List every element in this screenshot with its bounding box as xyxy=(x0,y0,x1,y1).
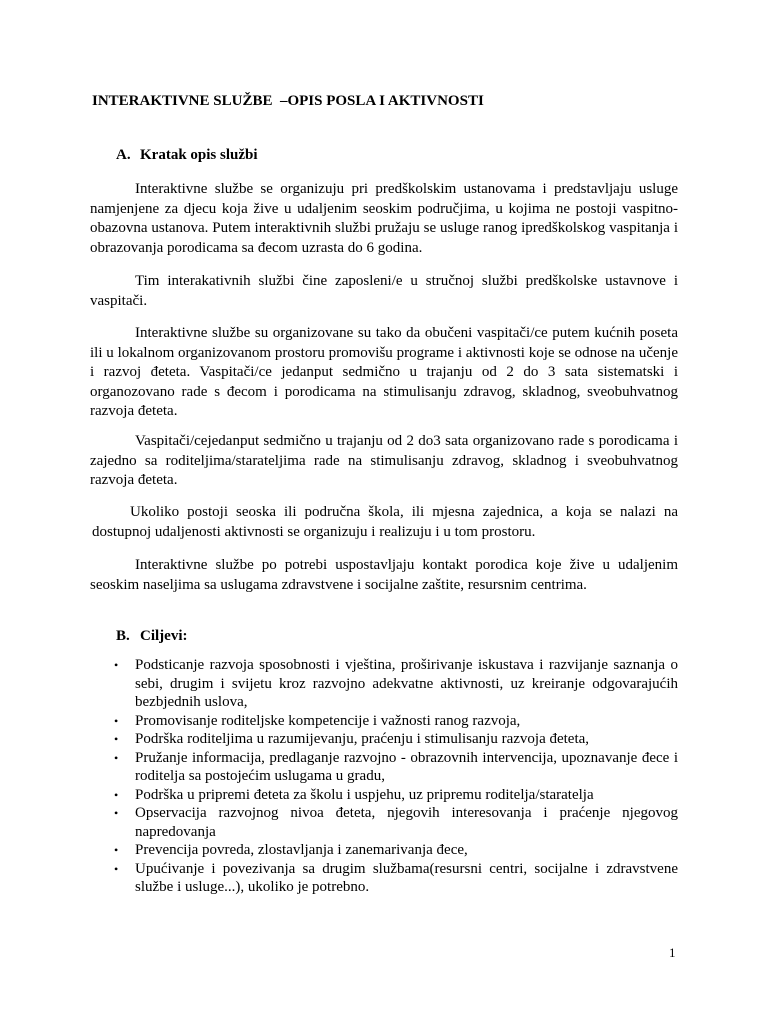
paragraph-1: Interaktivne službe se organizuju pri predškolskim ustanovama i predstavljaju usluge namjenjene za djecu koja žive u udaljenim seoskim područjima, u kojima ne postoji vaspitno-obazovna ustanova. Putem interaktivnih službi pružaju se usluge ranog ipredškolskog vaspitanja i obrazovanja porodicama sa đecom uzrasta do 6 godina. xyxy=(90,181,678,256)
section-a-title: Kratak opis službi xyxy=(140,147,258,163)
list-item xyxy=(114,749,678,786)
bullet-icon: • xyxy=(114,861,119,876)
section-b-heading xyxy=(116,628,187,645)
list-item xyxy=(114,712,678,731)
goals-list xyxy=(114,656,678,897)
bullet-icon: • xyxy=(114,732,119,746)
list-item-text: Opservacija razvojnog nivoa đeteta, njegovih interesovanja i praćenje njegovog napredovanja xyxy=(135,805,678,840)
bullet-icon: • xyxy=(114,843,119,857)
list-item xyxy=(114,804,678,841)
bullet-icon: • xyxy=(114,658,119,672)
paragraph-2: Tim interakativnih službi čine zaposleni/e u stručnoj službi predškolske ustavnove i vaspitači. xyxy=(90,273,678,309)
list-item-text: Upućivanje i povezivanja sa drugim službama(resursni centri, socijalne i zdravstvene službe i usluge...), ukoliko je potrebno. xyxy=(135,860,678,895)
section-a-letter: A. xyxy=(116,147,131,163)
paragraph-5: Ukoliko postoji seoska ili područna škola, ili mjesna zajednica, a koja se nalazi na dostupnoj udaljenosti aktivnosti se organizuju i realizuju i u tom prostoru. xyxy=(92,504,678,540)
list-item-text: Promovisanje roditeljske kompetencije i važnosti ranog razvoja, xyxy=(135,712,521,729)
section-b-letter: B. xyxy=(116,628,130,644)
list-item-text: Pružanje informacija, predlaganje razvojno - obrazovnih intervencija, upoznavanje đece i roditelja sa postojećim uslugama u gradu, xyxy=(135,749,678,784)
list-item xyxy=(114,860,678,897)
list-item-text: Podsticanje razvoja sposobnosti i vještina, proširivanje iskustava i razvijanje saznanja o sebi, drugim i svijetu kroz razvojno adekvatne aktivnosti, uz kreiranje odgovarajućih bezbjednih uslova, xyxy=(135,657,678,710)
bullet-icon: • xyxy=(114,750,119,765)
list-item xyxy=(114,841,678,860)
list-item-text: Podrška roditeljima u razumijevanju, praćenju i stimulisanju razvoja đeteta, xyxy=(135,731,590,747)
section-b-title: Ciljevi: xyxy=(140,628,188,644)
paragraph-4: Vaspitači/cejedanput sedmično u trajanju od 2 do3 sata organizovano rade s porodicama i zajedno sa roditeljima/starateljima rade na stimulisanju zdravog, skladnog i sveobuhvatnog razvoja đeteta. xyxy=(90,433,678,488)
bullet-icon: • xyxy=(114,787,119,802)
paragraph-6: Interaktivne službe po potrebi uspostavljaju kontakt porodica koje žive u udaljenim seoskim naseljima sa uslugama zdravstvene i socijalne zaštite, resursnim centrima. xyxy=(90,557,678,593)
document-title: INTERAKTIVNE SLUŽBE –OPIS POSLA I AKTIVNOSTI xyxy=(92,93,484,109)
list-item-text: Prevencija povreda, zlostavljanja i zanemarivanja đece, xyxy=(135,842,468,858)
bullet-icon: • xyxy=(114,713,119,728)
paragraph-3: Interaktivne službe su organizovane su tako da obučeni vaspitači/ce putem kućnih poseta ili u lokalnom organizovanom prostoru promovišu programe i aktivnosti koje se odnose na učenje i razvoj đeteta. Vaspitači/ce jedanput sedmično u trajanju od 2 do 3 sata sistematski i organozovano rade s đecom i porodicama na stimulisanju zdravog, skladnog, sveobuhvatnog razvoja đeteta. xyxy=(90,325,678,419)
list-item xyxy=(114,730,678,749)
bullet-icon: • xyxy=(114,806,119,820)
list-item xyxy=(114,656,678,712)
list-item xyxy=(114,786,678,805)
page-number: 1 xyxy=(669,945,676,960)
list-item-text: Podrška u pripremi đeteta za školu i uspjehu, uz pripremu roditelja/staratelja xyxy=(135,786,594,803)
section-a-heading xyxy=(116,147,258,164)
